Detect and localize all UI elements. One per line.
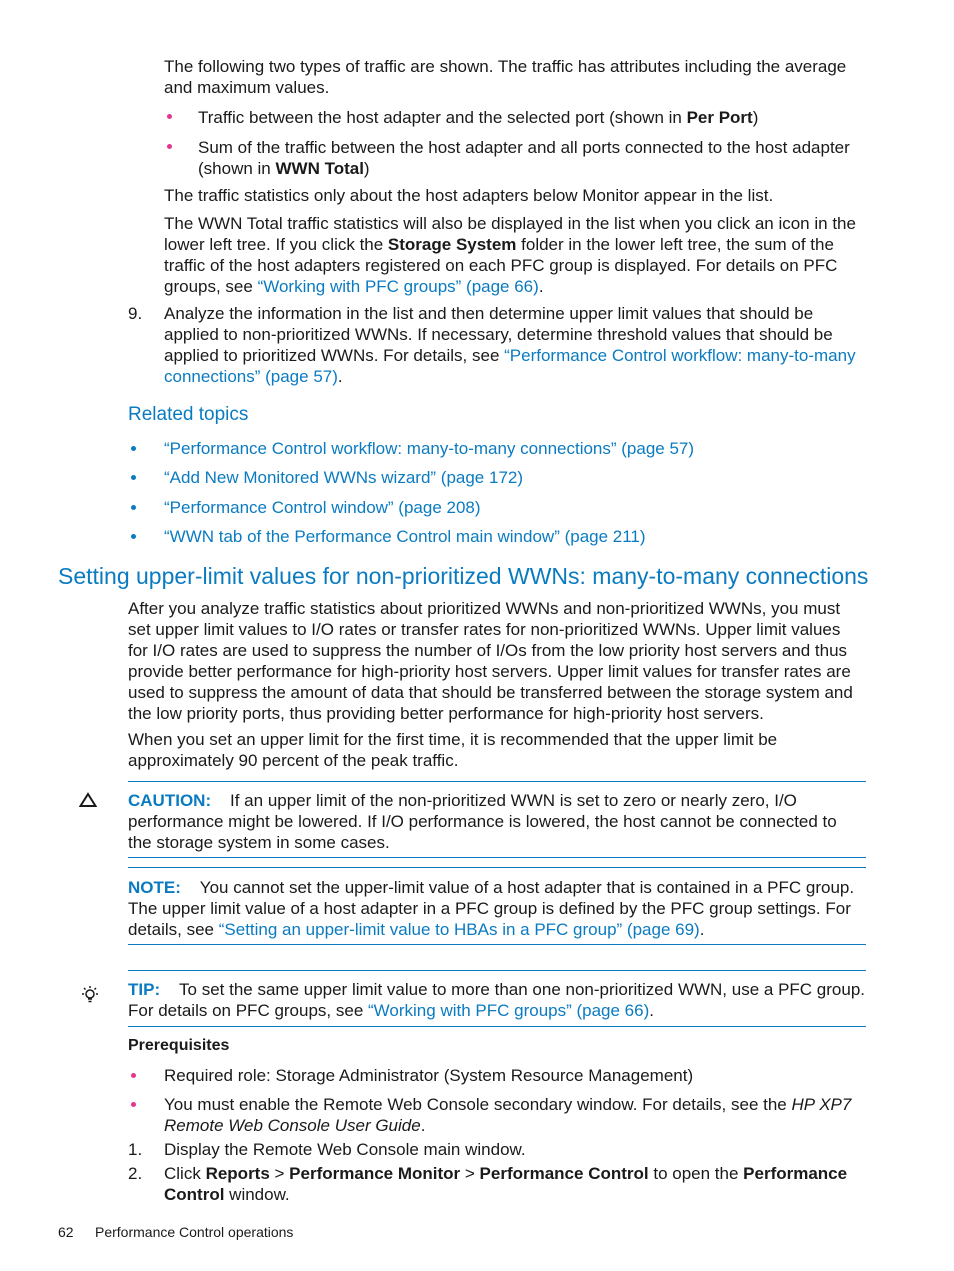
step-number: 9. bbox=[128, 304, 143, 323]
related-link-wwn-tab[interactable]: “WWN tab of the Performance Control main window” (page 211) bbox=[164, 527, 646, 546]
step-2-text: Click Reports > Performance Monitor > Performance Control to open the Performance Control window. bbox=[164, 1164, 848, 1204]
link-working-with-pfc-groups[interactable]: “Working with PFC groups” (page 66) bbox=[257, 277, 539, 296]
section-paragraph-1: After you analyze traffic statistics about prioritized WWNs and non-prioritized WWNs, you must set upper limit values to I/O rates or transfer rates for non-prioritized WWNs. Upper limit values for I/O rates are used to suppress the number of I/Os from the low priority host servers and thus provide better performance for high-priority host servers. Upper limit values for transfer rates are used to suppress the amount of data that should be transferred between the storage system and the low priority ports, thus providing better performance for high-priority host servers. bbox=[128, 599, 853, 723]
prereq-role: Required role: Storage Administrator (System Resource Management) bbox=[164, 1066, 694, 1085]
bullet-dot bbox=[131, 446, 136, 451]
caution-label: CAUTION: bbox=[128, 791, 212, 810]
prereq-secondary-window: You must enable the Remote Web Console secondary window. For details, see the HP XP7 Remote Web Console User Guide. bbox=[164, 1095, 852, 1135]
prerequisites-heading: Prerequisites bbox=[128, 1037, 230, 1054]
caution-icon bbox=[79, 792, 97, 813]
traffic-bullet-per-port: Traffic between the host adapter and the selected port (shown in Per Port) bbox=[198, 108, 759, 127]
step-number: 1. bbox=[128, 1140, 143, 1159]
caution-text: CAUTION: If an upper limit of the non-prioritized WWN is set to zero or nearly zero, I/O performance might be lowered. If I/O performance is lowered, the host cannot be connected to the storage system in some cases. bbox=[128, 791, 837, 852]
bullet-dot bbox=[167, 114, 172, 119]
link-setting-upper-limit-hbas[interactable]: “Setting an upper-limit value to HBAs in a PFC group” (page 69) bbox=[218, 920, 700, 939]
section-title: Setting upper-limit values for non-prioritized WWNs: many-to-many connections bbox=[58, 563, 869, 589]
step-1-text: Display the Remote Web Console main window. bbox=[164, 1140, 526, 1159]
note-top-rule bbox=[128, 867, 866, 868]
caution-top-rule bbox=[128, 781, 866, 782]
step-number: 2. bbox=[128, 1164, 143, 1183]
bullet-dot bbox=[131, 505, 136, 510]
tip-label: TIP: bbox=[128, 980, 161, 999]
note-bottom-rule bbox=[128, 944, 866, 945]
bullet-dot bbox=[167, 144, 172, 149]
page-number: 62 bbox=[58, 1224, 74, 1240]
note-label: NOTE: bbox=[128, 878, 181, 897]
traffic-statistics-note: The traffic statistics only about the host adapters below Monitor appear in the list. bbox=[164, 186, 774, 205]
traffic-bullet-wwn-total: Sum of the traffic between the host adapter and all ports connected to the host adapter (shown in WWN Total) bbox=[198, 138, 850, 178]
lightbulb-icon bbox=[80, 985, 100, 1010]
section-paragraph-2: When you set an upper limit for the first time, it is recommended that the upper limit be approximately 90 percent of the peak traffic. bbox=[128, 730, 778, 770]
caution-bottom-rule bbox=[128, 857, 866, 858]
tip-top-rule bbox=[128, 970, 866, 971]
bullet-dot bbox=[131, 1102, 136, 1107]
note-text: NOTE: You cannot set the upper-limit value of a host adapter that is contained in a PFC group. The upper limit value of a host adapter in a PFC group is defined by the PFC group settings. For details, see “Setting an upper-limit value to HBAs in a PFC group” (page 69). bbox=[128, 878, 855, 939]
bullet-dot bbox=[131, 475, 136, 480]
link-working-with-pfc-groups-tip[interactable]: “Working with PFC groups” (page 66) bbox=[368, 1001, 650, 1020]
footer-section-name: Performance Control operations bbox=[95, 1224, 294, 1240]
related-link-performance-control-window[interactable]: “Performance Control window” (page 208) bbox=[164, 498, 481, 517]
tip-text: TIP: To set the same upper limit value to more than one non-prioritized WWN, use a PFC group. For details on PFC groups, see “Working with PFC groups” (page 66). bbox=[128, 980, 865, 1020]
tip-bottom-rule bbox=[128, 1026, 866, 1027]
related-topics-heading: Related topics bbox=[128, 404, 249, 425]
step-9-text: Analyze the information in the list and then determine upper limit values that should be applied to non-prioritized WWNs. If necessary, determine threshold values that should be applied to prioritized WWNs. For details, see “Performance Control workflow: many-to-many connections” (page 57). bbox=[164, 304, 856, 386]
related-link-workflow[interactable]: “Performance Control workflow: many-to-many connections” (page 57) bbox=[164, 439, 695, 458]
bullet-dot bbox=[131, 1073, 136, 1078]
intro-paragraph: The following two types of traffic are shown. The traffic has attributes including the average and maximum values. bbox=[164, 57, 847, 97]
related-link-add-wwns-wizard[interactable]: “Add New Monitored WWNs wizard” (page 172) bbox=[164, 468, 524, 487]
bullet-dot bbox=[131, 534, 136, 539]
wwn-total-paragraph: The WWN Total traffic statistics will also be displayed in the list when you click an icon in the lower left tree. If you click the Storage System folder in the lower left tree, the sum of the traffic of the host adapters registered on each PFC group is displayed. For details on PFC groups, see “Working with PFC groups” (page 66). bbox=[164, 214, 856, 296]
link-performance-control-workflow[interactable]: “Performance Control workflow: many-to-many connections” (page 57) bbox=[164, 346, 856, 386]
